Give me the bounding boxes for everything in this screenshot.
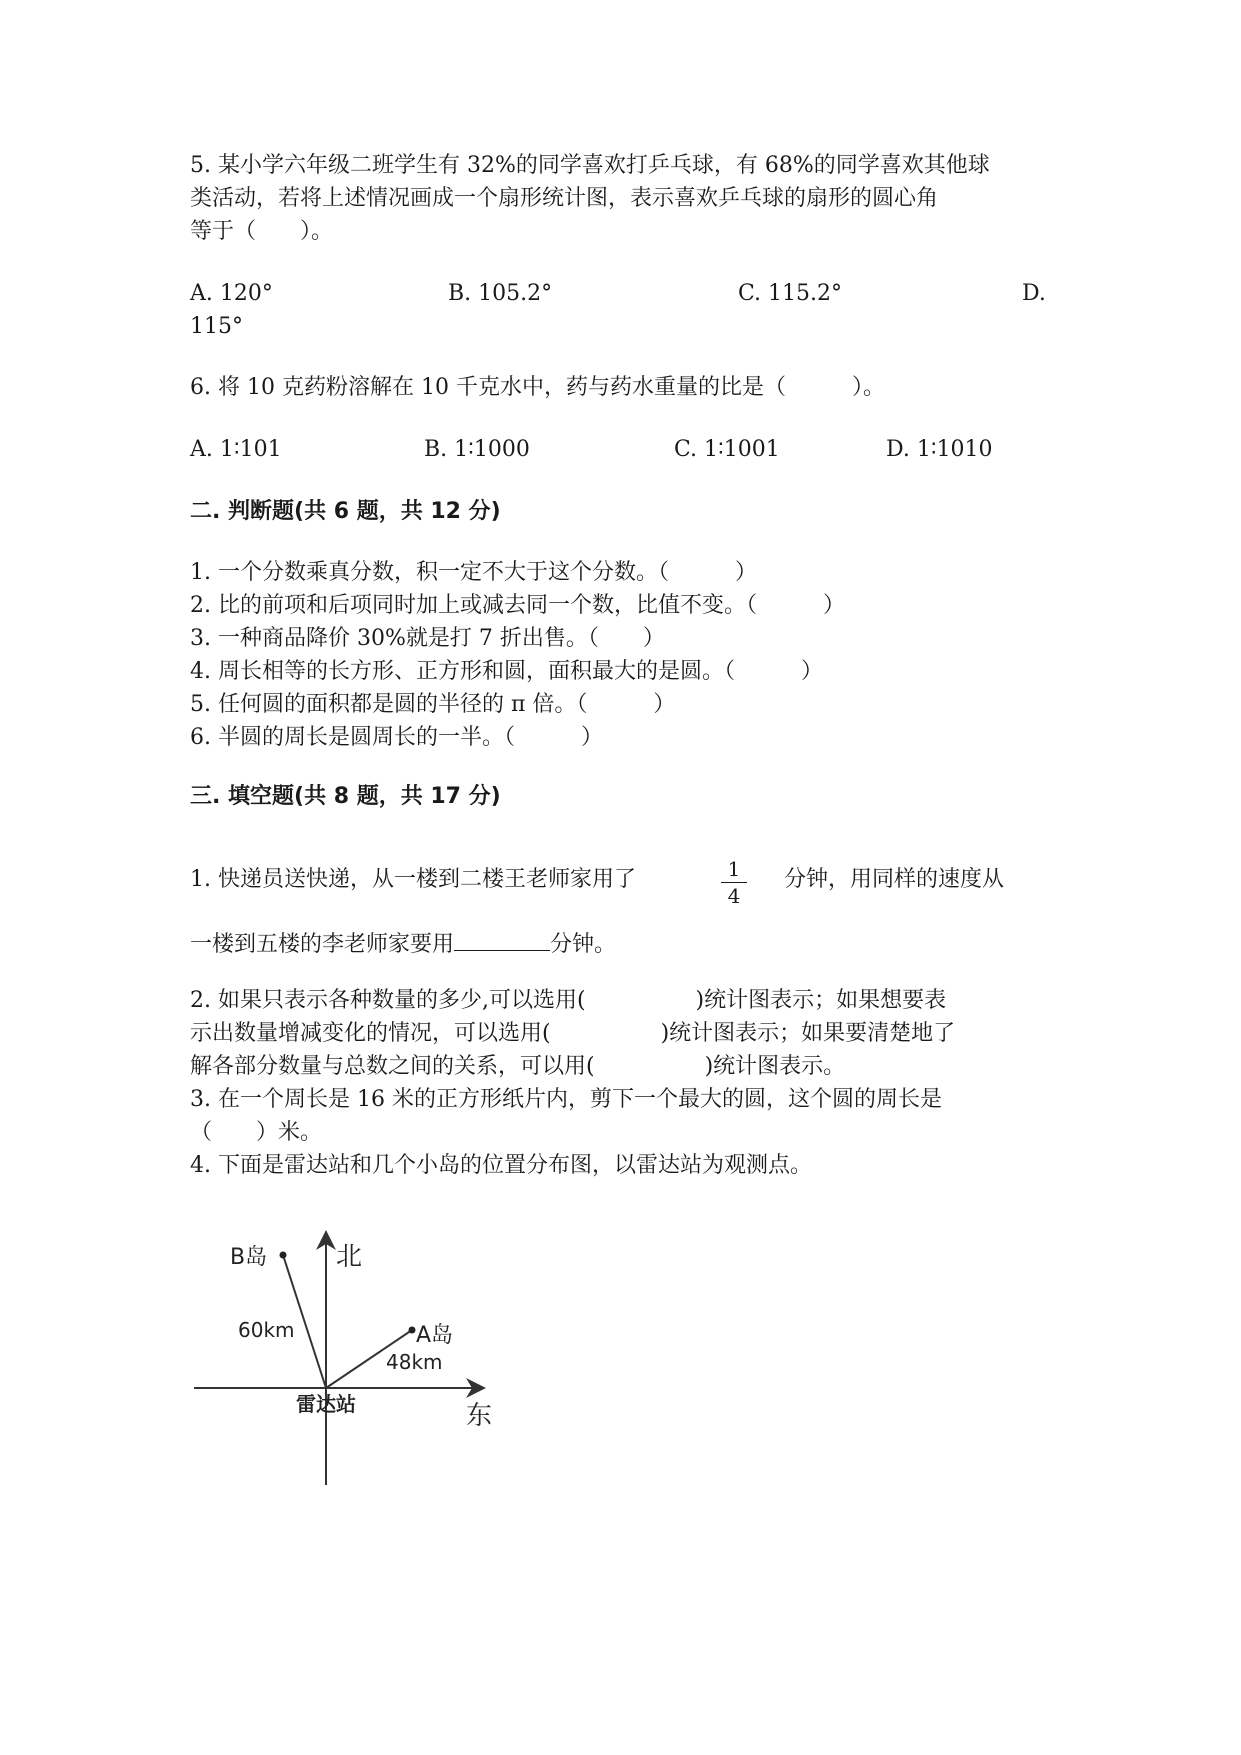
q6-option-b: B. 1∶1000	[424, 437, 530, 462]
q6-option-d: D. 1∶1010	[886, 437, 993, 462]
east-label: 东	[466, 1401, 493, 1431]
radar-position-diagram	[190, 1230, 510, 1490]
q5-line-3: 等于（ ）。	[190, 219, 334, 244]
q6-option-a: A. 1∶101	[190, 437, 282, 462]
section-2-title: 二. 判断题(共 6 题，共 12 分)	[190, 499, 501, 524]
fill-q1-line2-b: 分钟。	[550, 932, 617, 957]
q5-option-d: D.	[1022, 281, 1046, 306]
q5-option-b: B. 105.2°	[448, 281, 553, 306]
q5-option-d-value: 115°	[190, 314, 243, 339]
fill-q2-line-3: 解各部分数量与总数之间的关系，可以用( )统计图表示。	[190, 1054, 846, 1079]
judge-item-2: 2. 比的前项和后项同时加上或减去同一个数，比值不变。（ ）	[190, 593, 845, 618]
fill-q1-line2	[190, 928, 616, 961]
q5-line-2: 类活动，若将上述情况画成一个扇形统计图，表示喜欢乒乓球的扇形的圆心角	[190, 186, 939, 211]
fill-q3-line-1: 3. 在一个周长是 16 米的正方形纸片内，剪下一个最大的圆，这个圆的周长是	[190, 1087, 942, 1112]
q5-line-1: 5. 某小学六年级二班学生有 32%的同学喜欢打乒乓球，有 68%的同学喜欢其他球	[190, 153, 990, 178]
q6-stem: 6. 将 10 克药粉溶解在 10 千克水中，药与药水重量的比是（ ）。	[190, 375, 885, 400]
judge-item-3: 3. 一种商品降价 30%就是打 7 折出售。（ ）	[190, 626, 665, 651]
judge-item-5: 5. 任何圆的面积都是圆的半径的 π 倍。（ ）	[190, 692, 676, 717]
judge-item-4: 4. 周长相等的长方形、正方形和圆，面积最大的是圆。（ ）	[190, 659, 823, 684]
fill-q3-line-2: （ ）米。	[190, 1120, 323, 1145]
section-3-title: 三. 填空题(共 8 题，共 17 分)	[190, 784, 501, 809]
fill-q1-line2-a: 一楼到五楼的李老师家要用	[190, 932, 455, 957]
fill-q1-part1: 1. 快递员送快递，从一楼到二楼王老师家用了	[190, 867, 636, 892]
island-a-label: A岛	[416, 1323, 454, 1348]
fill-q1-part2: 分钟，用同样的速度从	[784, 867, 1005, 892]
judge-item-6: 6. 半圆的周长是圆周长的一半。（ ）	[190, 725, 603, 750]
q5-option-c: C. 115.2°	[738, 281, 843, 306]
island-b-label: B岛	[230, 1245, 268, 1270]
q6-option-c: C. 1∶1001	[674, 437, 780, 462]
fraction-denominator: 4	[727, 884, 741, 908]
island-b-distance: 60km	[238, 1318, 295, 1342]
fill-q2-line-2: 示出数量增减变化的情况，可以选用( )统计图表示；如果要清楚地了	[190, 1021, 956, 1046]
fraction-one-quarter	[721, 858, 747, 907]
b-island-point	[280, 1252, 287, 1259]
fraction-numerator: 1	[727, 857, 741, 881]
fraction-bar	[721, 882, 747, 883]
fill-q2-line-1: 2. 如果只表示各种数量的多少,可以选用( )统计图表示；如果想要表	[190, 988, 947, 1013]
judge-item-1: 1. 一个分数乘真分数，积一定不大于这个分数。（ ）	[190, 560, 757, 585]
answer-blank[interactable]	[454, 928, 550, 951]
a-island-point	[409, 1327, 416, 1334]
q5-option-a: A. 120°	[190, 281, 273, 306]
fill-q4-line-1: 4. 下面是雷达站和几个小岛的位置分布图，以雷达站为观测点。	[190, 1153, 812, 1178]
island-a-distance: 48km	[386, 1350, 443, 1374]
radar-station-label: 雷达站	[296, 1392, 356, 1416]
north-label: 北	[336, 1242, 363, 1272]
